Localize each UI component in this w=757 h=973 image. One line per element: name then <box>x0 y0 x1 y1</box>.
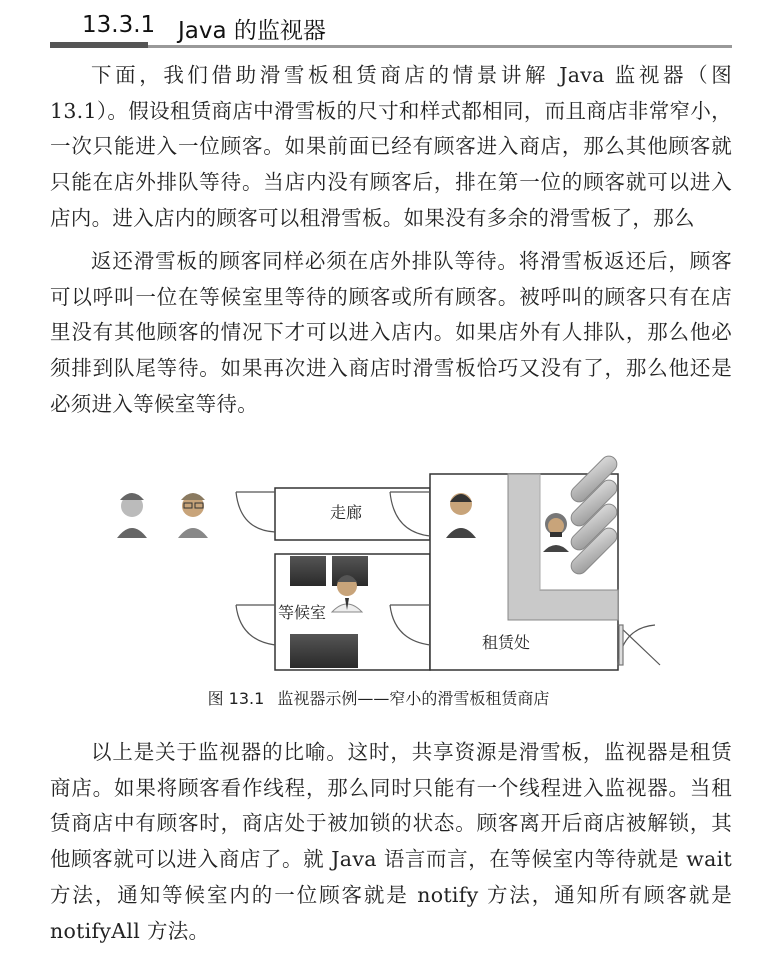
paragraph-2: 返还滑雪板的顾客同样必须在店外排队等待。将滑雪板返还后，顾客可以呼叫一位在等候室里等待的顾客或所有顾客。被呼叫的顾客只有在店里没有其他顾客的情况下才可以进入店内。如果店外有人排队，那么他必须排到队尾等待。如果再次进入商店时滑雪板恰巧又没有了，那么他还是必须进入等候室等待。 <box>50 249 732 416</box>
corridor <box>275 488 430 540</box>
figure-number: 图 13.1 <box>207 689 265 708</box>
figure-caption <box>0 686 757 709</box>
paragraph-1: 下面，我们借助滑雪板租赁商店的情景讲解 Java 监视器（图 13.1）。假设租赁商店中滑雪板的尺寸和样式都相同，而且商店非常窄小，一次只能进入一位顾客。如果前面已经有顾客进入商店，那么其他顾客就只能在店外排队等待。当店内没有顾客后，排在第一位的顾客就可以进入店内。进入店内的顾客可以租滑雪板。如果没有多余的滑雪板了，那么 <box>50 63 732 230</box>
figure-caption-text: 监视器示例——窄小的滑雪板租赁商店 <box>277 689 550 708</box>
heading-rule-light <box>148 45 732 48</box>
queue-customer-1 <box>117 493 147 538</box>
section-title: Java 的监视器 <box>178 18 326 44</box>
corridor-label: 走廊 <box>329 503 363 522</box>
waiting-room-label: 等候室 <box>278 603 327 622</box>
section-number: 13.3.1 <box>82 12 156 38</box>
rental-counter-label: 租赁处 <box>481 633 531 652</box>
queue-customer-2 <box>178 493 208 538</box>
figure-ski-rental-shop <box>100 440 670 680</box>
heading-rule-dark <box>50 42 148 48</box>
paragraph-3: 以上是关于监视器的比喻。这时，共享资源是滑雪板，监视器是租赁商店。如果将顾客看作线程，那么同时只能有一个线程进入监视器。当租赁商店中有顾客时，商店处于被加锁的状态。顾客离开后商店被解锁，其他顾客就可以进入商店了。就 Java 语言而言，在等候室内等待就是 wait 方法，通知等候室内的一位顾客就是 notify 方法，通知所有顾客就是 notifyAll 方法。 <box>50 740 732 943</box>
rental-shop <box>430 453 620 670</box>
section-heading <box>50 8 732 46</box>
